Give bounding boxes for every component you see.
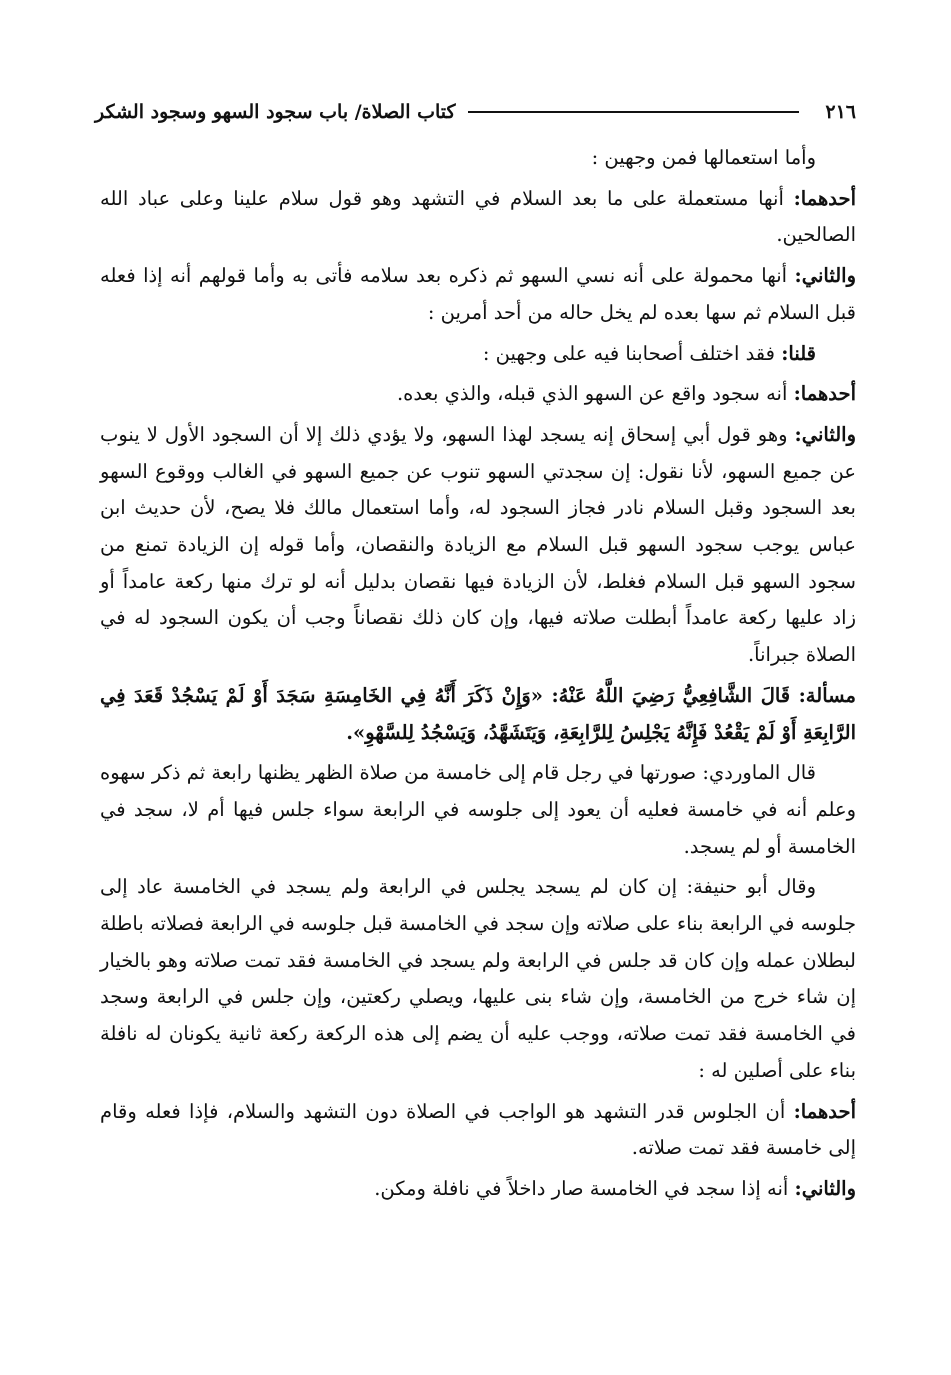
shafii-quote: رَضِيَ اللَّهُ عَنْهُ: «وَإِنْ ذَكَرَ أَنَّهُ فِي الخَامِسَةِ سَجَدَ أَوْ لَمْ يَسْجُدْ قَعَدَ فِي الرَّابِعَةِ أَوْ لَمْ يَقْعُدْ فَإِنَّهُ يَجْلِسُ لِلرَّابِعَةِ، وَيَتَشَهَّدُ، وَيَسْجُدُ لِلسَّهْوِ». bbox=[100, 683, 856, 744]
paragraph: والثاني: أنه إذا سجد في الخامسة صار داخلاً في نافلة ومكن. bbox=[374, 1176, 856, 1200]
paragraph: وقال أبو حنيفة: إن كان لم يسجد يجلس في الرابعة ولم يسجد في الخامسة عاد إلى جلوسه في الرابعة بناء على صلاته وإن سجد في الخامسة قبل جلوسه في الرابعة فصلاته باطلة لبطلان عمله وإن كان قد جلس في الرابعة ولم يسجد في الخامسة فقد تمت صلاته وهو بالخيار إن شاء خرج من الخامسة، وإن شاء بنى عليها، ويصلي ركعتين، وإن جلس في الرابعة وسجد في الخامسة فقد تمت صلاته، ووجب عليه أن يضم إلى هذه الركعة ركعة ثانية يكونان له نافلة بناء على أصلين له : bbox=[100, 875, 856, 1082]
paragraph: والثاني: أنها محمولة على أنه نسي السهو ثم ذكره بعد سلامه فأتى به وأما قولهم أنه إذا فعله قبل السلام ثم سها بعده لم يخل حاله من أحد أمرين : bbox=[100, 264, 856, 324]
paragraph: أحدهما: أنها مستعملة على ما بعد السلام في التشهد وهو قول سلام علينا وعلى عباد الله الصالحين. bbox=[100, 186, 856, 247]
issue-heading: مسألة: قَالَ الشَّافِعِيُّ bbox=[682, 683, 856, 707]
page-header bbox=[95, 92, 856, 132]
paragraph: أحدهما: أنه سجود واقع عن السهو الذي قبله، والذي بعده. bbox=[396, 382, 856, 406]
paragraph: والثاني: وهو قول أبي إسحاق إنه يسجد لهذا السهو، ولا يؤدي ذلك إلا أن السجود الأول لا ينوب عن جميع السهو، لأنا نقول: إن سجدتي السهو تنوب عن جميع السهو في الغالب ووقوع السهو بعد السجود وقبل السلام نادر فجاز السجود له، وأما استعمال مالك فلا يصح، لأن حديث ابن عباس يوجب سجود السهو قبل السلام مع الزيادة والنقصان، وأما قوله إن الزيادة تمنع من سجود السهو قبل السلام فغلط، لأن الزيادة فيها نقصان بدليل أنه لو ترك منها ركعة عامداً أو زاد عليها ركعة عامداً أبطلت صلاته فيها، وإن كان ذلك نقصاناً وجب أن يكون السجود له في الصلاة جبراناً. bbox=[100, 422, 856, 667]
paragraph: وأما استعمالها فمن وجهين : bbox=[591, 146, 816, 169]
page-body bbox=[100, 140, 856, 1212]
paragraph: أحدهما: أن الجلوس قدر التشهد هو الواجب في الصلاة دون التشهد والسلام، فإذا فعله وقام إلى خامسة فقد تمت صلاته. bbox=[100, 1099, 856, 1160]
paragraph-lead: والثاني: bbox=[794, 422, 856, 446]
paragraph-lead: والثاني: bbox=[794, 264, 856, 288]
paragraph-lead: أحدهما: bbox=[793, 186, 856, 210]
paragraph: قال الماوردي: صورتها في رجل قام إلى خامسة من صلاة الظهر يظنها رابعة ثم ذكر سهوه وعلم أنه في خامسة فعليه أن يعود إلى جلوسه في الرابعة سواء جلس فيها أم لا، سجد في الخامسة أو لم يسجد. bbox=[100, 761, 856, 858]
issue-paragraph bbox=[100, 678, 856, 751]
running-title: كتاب الصلاة/ باب سجود السهو وسجود الشكر bbox=[95, 101, 456, 123]
page-number: ٢١٦ bbox=[825, 101, 856, 123]
paragraph-lead: قلنا: bbox=[781, 341, 816, 365]
paragraph: قلنا: فقد اختلف أصحابنا فيه على وجهين : bbox=[482, 341, 816, 365]
header-rule bbox=[468, 111, 800, 113]
paragraph-lead: أحدهما: bbox=[793, 382, 856, 406]
paragraph-lead: أحدهما: bbox=[793, 1099, 856, 1123]
paragraph-lead: والثاني: bbox=[794, 1176, 856, 1200]
